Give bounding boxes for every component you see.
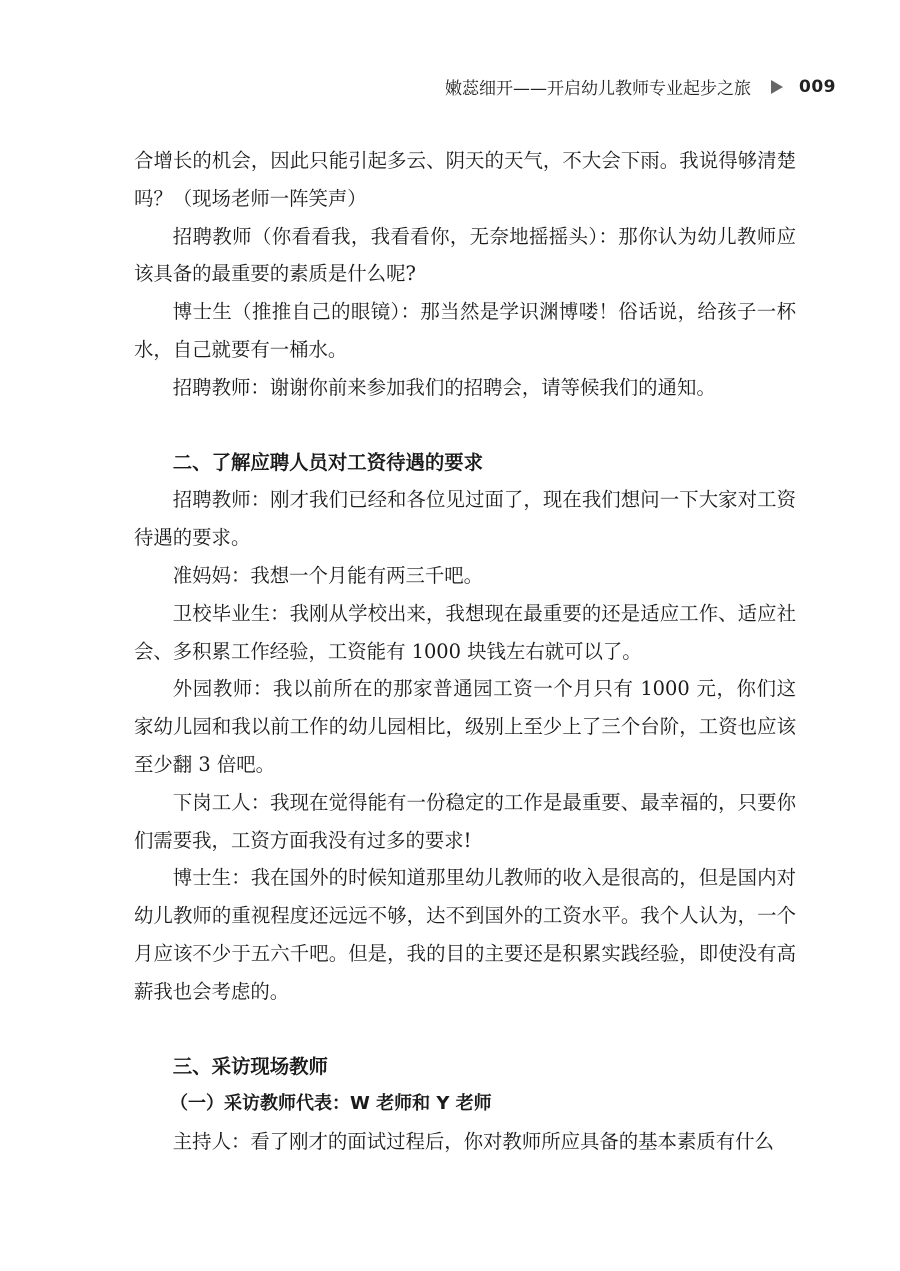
paragraph: 准妈妈：我想一个月能有两三千吧。: [172, 563, 484, 587]
subsection-heading: （一）采访教师代表：W 老师和 Y 老师: [170, 1093, 492, 1115]
paragraph: 招聘教师：刚才我们已经和各位见过面了，现在我们想问一下大家对工资待遇的要求。: [134, 488, 796, 550]
page-number: 009: [799, 76, 836, 97]
paragraph: 主持人：看了刚才的面试过程后，你对教师所应具备的基本素质有什么: [172, 1130, 774, 1154]
paragraph: 招聘教师（你看看我，我看看你，无奈地摇摇头）：那你认为幼儿教师应该具备的最重要的素质是什么呢?: [134, 224, 796, 286]
paragraph: 外园教师：我以前所在的那家普通园工资一个月只有 1000 元，你们这家幼儿园和我以前工作的幼儿园相比，级别上至少上了三个台阶，工资也应该至少翻 3 倍吧。: [134, 677, 796, 776]
page-body: [134, 142, 796, 1161]
paragraph: 博士生（推推自己的眼镜）：那当然是学识渊博喽！俗话说，给孩子一杯水，自己就要有一桶水。: [134, 300, 796, 361]
paragraph: 招聘教师：谢谢你前来参加我们的招聘会，请等候我们的通知。: [172, 375, 716, 399]
paragraph: 下岗工人：我现在觉得能有一份稳定的工作是最重要、最幸福的，只要你们需要我，工资方面我没有过多的要求!: [134, 790, 796, 852]
paragraph: 合增长的机会，因此只能引起多云、阴天的天气，不大会下雨。我说得够清楚吗？（现场老师一阵笑声）: [134, 149, 796, 210]
section-spacer: [134, 407, 796, 444]
triangle-arrow-icon: [771, 80, 783, 94]
section-spacer: [134, 1011, 796, 1048]
paragraph: 卫校毕业生：我刚从学校出来，我想现在最重要的还是适应工作、适应社会、多积累工作经验，工资能有 1000 块钱左右就可以了。: [134, 601, 796, 663]
paragraph: 博士生：我在国外的时候知道那里幼儿教师的收入是很高的，但是国内对幼儿教师的重视程度还远远不够，达不到国外的工资水平。我个人认为，一个月应该不少于五六千吧。但是，我的目的主要还是积累实践经验，即使没有高薪我也会考虑的。: [134, 866, 796, 1003]
book-title: 嫩蕊细开——开启幼儿教师专业起步之旅: [445, 79, 751, 99]
section-heading: 二、了解应聘人员对工资待遇的要求: [172, 450, 484, 474]
running-header: [445, 74, 836, 99]
section-heading: 三、采访现场教师: [172, 1054, 328, 1078]
